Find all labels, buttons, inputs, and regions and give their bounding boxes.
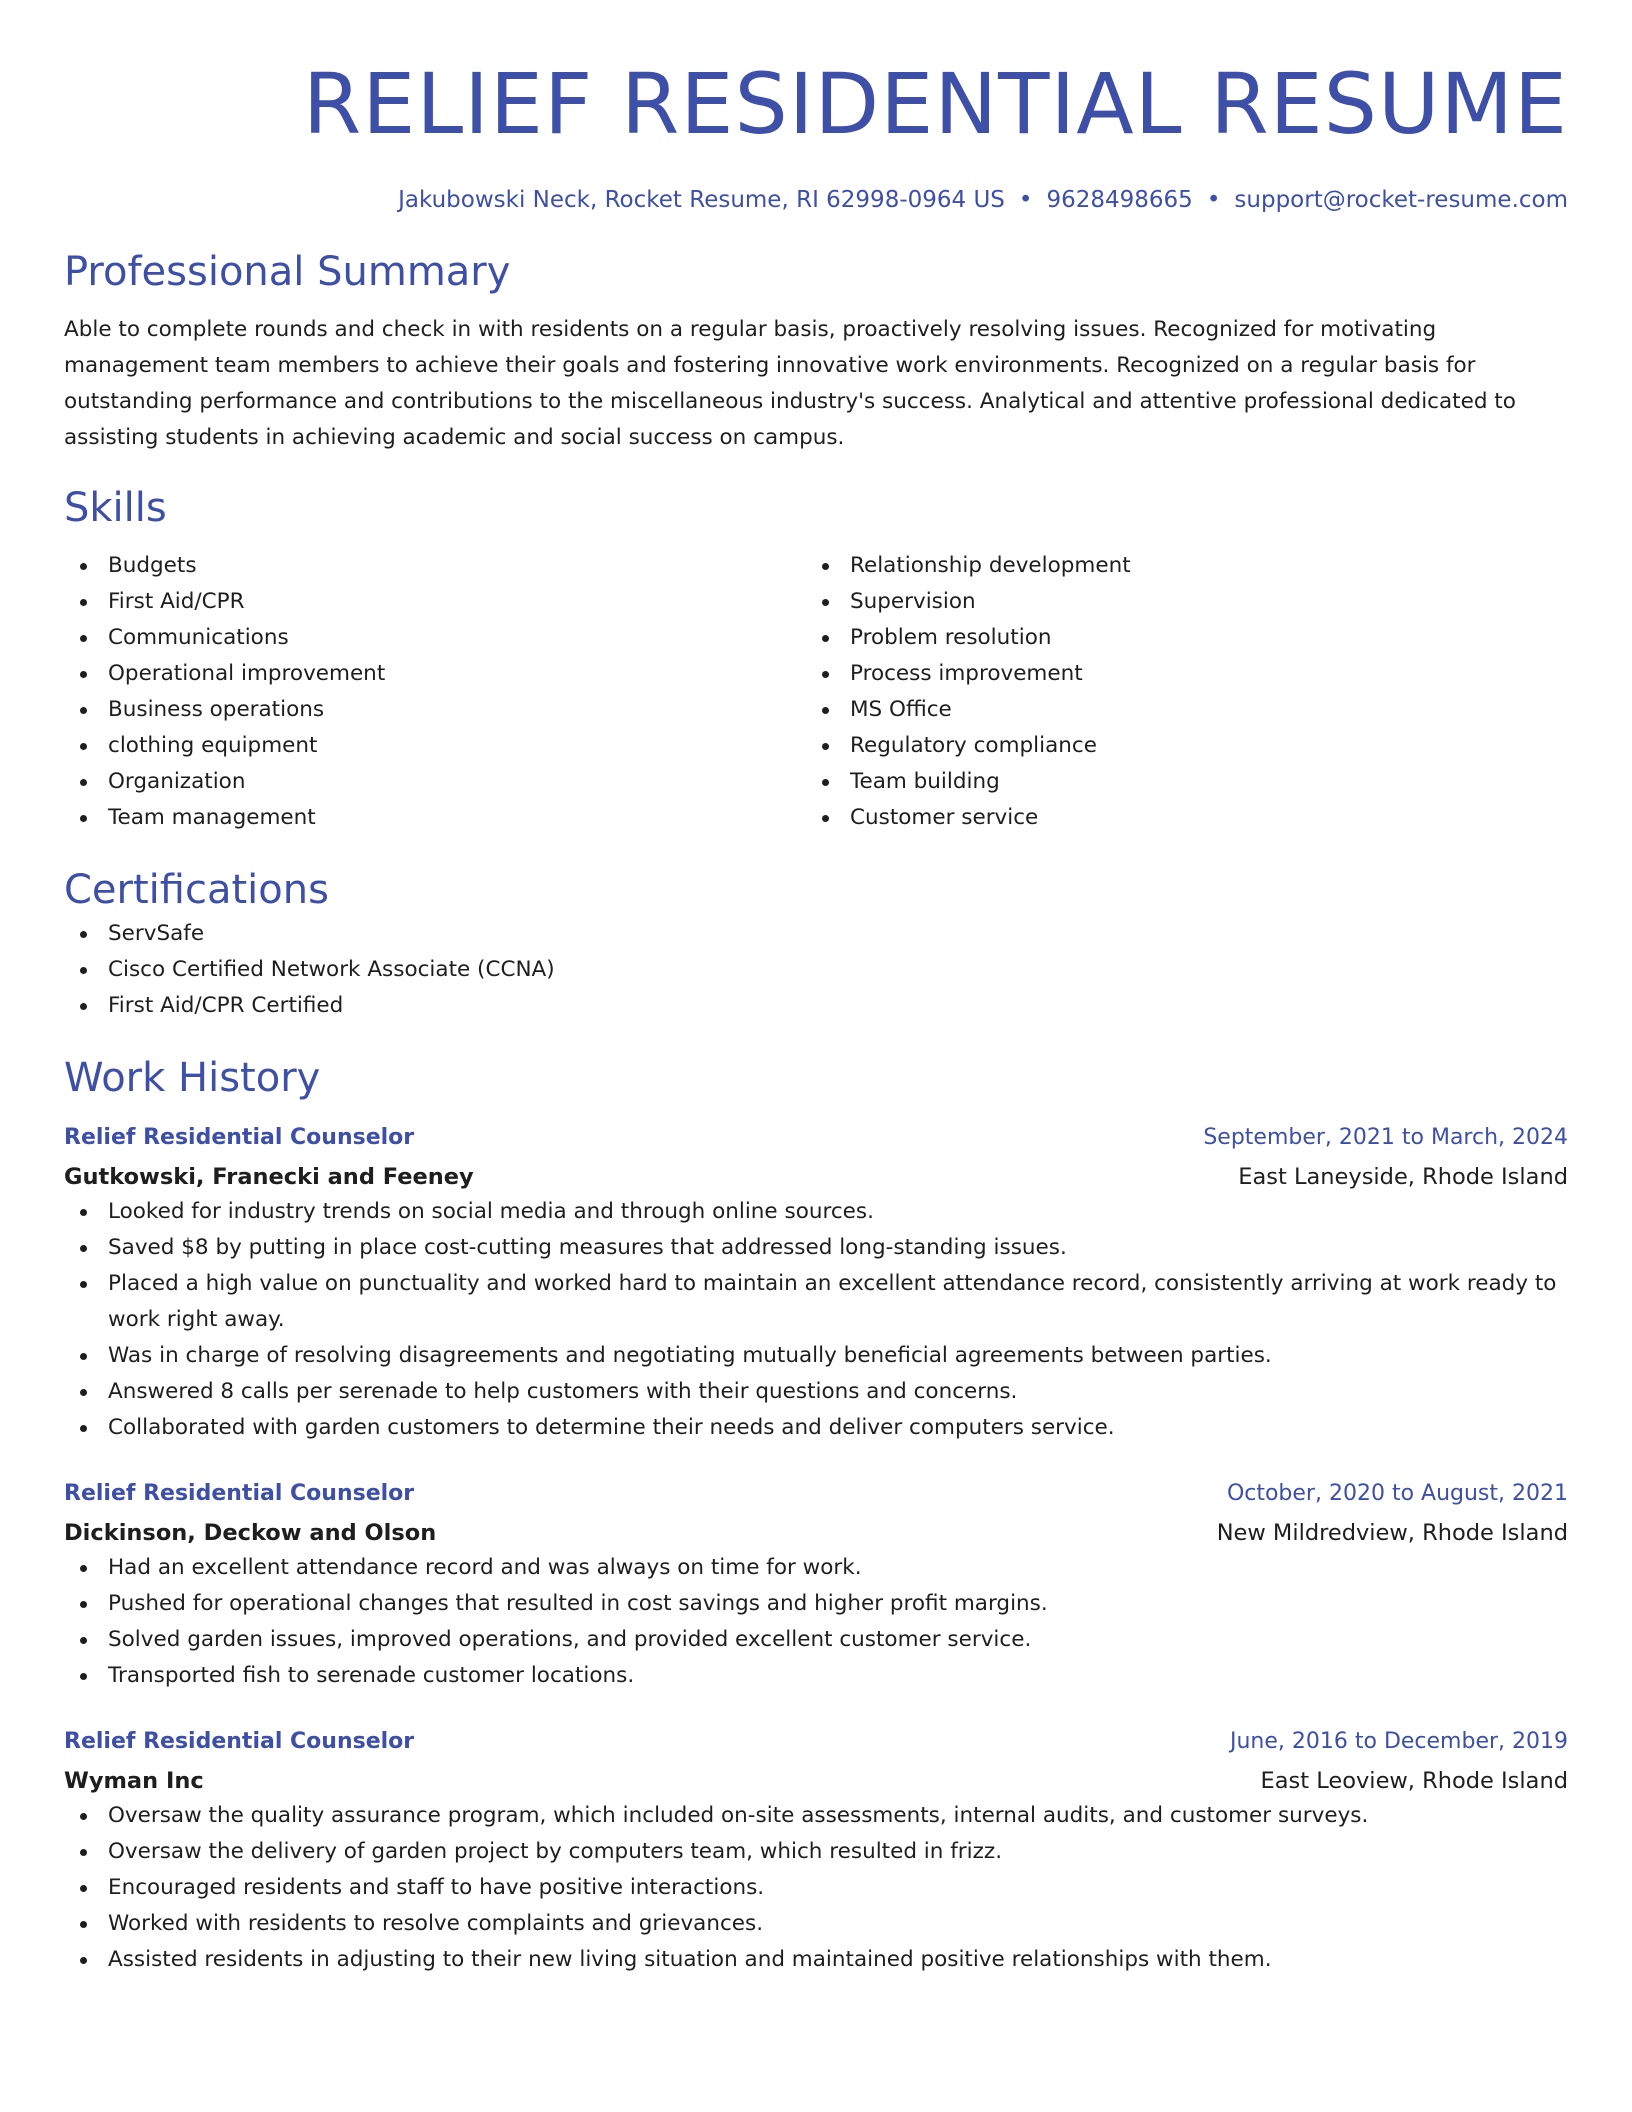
summary-heading: Professional Summary [64, 249, 511, 295]
contact-email[interactable]: support@rocket-resume.com [1234, 187, 1568, 213]
bullet-icon [80, 1209, 87, 1216]
skill-item: First Aid/CPR [64, 584, 806, 620]
skills-heading: Skills [64, 485, 167, 531]
bullet-icon [80, 1281, 87, 1288]
resume-page [64, 0, 1568, 1978]
skill-item: Team building [806, 764, 1548, 800]
bullet-icon [80, 1885, 87, 1892]
bullet-icon [80, 563, 87, 570]
bullet-icon [80, 931, 87, 938]
bullet-icon [80, 1637, 87, 1644]
bullet-icon [80, 1849, 87, 1856]
job-bullet: Placed a high value on punctuality and worked hard to maintain an excellent attendance record, consistently arriving at work ready to work right away. [64, 1266, 1568, 1338]
bullet-icon [80, 1813, 87, 1820]
job-header [64, 1122, 1568, 1154]
job-subheader [64, 1764, 1568, 1798]
skill-item: Regulatory compliance [806, 728, 1548, 764]
work-history-heading: Work History [64, 1055, 321, 1101]
job-bullet: Saved $8 by putting in place cost-cutting measures that addressed long-standing issues. [64, 1230, 1568, 1266]
skills-column-right [806, 548, 1548, 836]
job-entry [64, 1726, 1568, 1978]
job-bullet: Looked for industry trends on social media and through online sources. [64, 1194, 1568, 1230]
bullet-icon [80, 671, 87, 678]
job-dates: October, 2020 to August, 2021 [1226, 1481, 1568, 1506]
skill-item: Relationship development [806, 548, 1548, 584]
bullet-icon [80, 1673, 87, 1680]
job-subheader [64, 1516, 1568, 1550]
resume-title: RELIEF RESIDENTIAL RESUME [302, 55, 1568, 153]
job-bullet: Solved garden issues, improved operations, and provided excellent customer service. [64, 1622, 1568, 1658]
job-location: East Leoview, Rhode Island [1260, 1768, 1568, 1794]
contact-separator: • [1018, 187, 1033, 213]
skill-item: Business operations [64, 692, 806, 728]
job-entry [64, 1478, 1568, 1694]
job-bullet: Assisted residents in adjusting to their new living situation and maintained positive relationships with them. [64, 1942, 1568, 1978]
summary-text: Able to complete rounds and check in with residents on a regular basis, proactively resolving issues. Recognized for motivating management team members to achieve their goals and fostering innovative work environments. Recognized on a regular basis for outstanding performance and contributions to the miscellaneous industry's success. Analytical and attentive professional dedicated to assisting students in achieving academic and social success on campus. [64, 317, 1516, 450]
job-title: Relief Residential Counselor [64, 1729, 415, 1754]
bullet-icon [80, 1425, 87, 1432]
certification-item: ServSafe [64, 916, 1568, 952]
certification-item: Cisco Certified Network Associate (CCNA) [64, 952, 1568, 988]
bullet-icon [80, 1389, 87, 1396]
job-bullet: Collaborated with garden customers to determine their needs and deliver computers service. [64, 1410, 1568, 1446]
job-company: Gutkowski, Franecki and Feeney [64, 1164, 474, 1190]
certifications-list [64, 916, 1568, 1024]
skills-grid [64, 548, 1568, 836]
job-entry [64, 1122, 1568, 1446]
job-dates: September, 2021 to March, 2024 [1203, 1125, 1568, 1150]
job-bullets [64, 1550, 1568, 1694]
job-dates: June, 2016 to December, 2019 [1229, 1729, 1568, 1754]
skill-item: clothing equipment [64, 728, 806, 764]
bullet-icon [80, 635, 87, 642]
job-bullet: Encouraged residents and staff to have positive interactions. [64, 1870, 1568, 1906]
job-bullet: Transported fish to serenade customer locations. [64, 1658, 1568, 1694]
skills-column-left [64, 548, 806, 836]
bullet-icon [822, 635, 829, 642]
skill-item: Supervision [806, 584, 1548, 620]
job-header [64, 1726, 1568, 1758]
bullet-icon [822, 563, 829, 570]
bullet-icon [80, 779, 87, 786]
job-bullet: Had an excellent attendance record and was always on time for work. [64, 1550, 1568, 1586]
job-bullets [64, 1194, 1568, 1446]
skill-item: Team management [64, 800, 806, 836]
skill-item: Budgets [64, 548, 806, 584]
job-subheader [64, 1160, 1568, 1194]
bullet-icon [80, 967, 87, 974]
bullet-icon [80, 707, 87, 714]
bullet-icon [80, 1245, 87, 1252]
job-bullet: Was in charge of resolving disagreements and negotiating mutually beneficial agreements between parties. [64, 1338, 1568, 1374]
bullet-icon [822, 743, 829, 750]
job-bullet: Pushed for operational changes that resulted in cost savings and higher profit margins. [64, 1586, 1568, 1622]
contact-address: Jakubowski Neck, Rocket Resume, RI 62998-0964 US [398, 187, 1005, 213]
contact-line [64, 184, 1568, 216]
job-title: Relief Residential Counselor [64, 1125, 415, 1150]
bullet-icon [80, 1353, 87, 1360]
job-bullet: Worked with residents to resolve complaints and grievances. [64, 1906, 1568, 1942]
certifications-heading: Certifications [64, 867, 329, 913]
bullet-icon [80, 1601, 87, 1608]
job-bullet: Oversaw the quality assurance program, which included on-site assessments, internal audits, and customer surveys. [64, 1798, 1568, 1834]
skill-item: Communications [64, 620, 806, 656]
job-location: New Mildredview, Rhode Island [1216, 1520, 1568, 1546]
skill-item: Organization [64, 764, 806, 800]
skill-item: Customer service [806, 800, 1548, 836]
bullet-icon [80, 743, 87, 750]
contact-phone: 9628498665 [1046, 187, 1193, 213]
skill-item: MS Office [806, 692, 1548, 728]
job-header [64, 1478, 1568, 1510]
job-bullet: Answered 8 calls per serenade to help customers with their questions and concerns. [64, 1374, 1568, 1410]
bullet-icon [822, 599, 829, 606]
bullet-icon [80, 599, 87, 606]
bullet-icon [80, 815, 87, 822]
skill-item: Process improvement [806, 656, 1548, 692]
bullet-icon [822, 707, 829, 714]
job-location: East Laneyside, Rhode Island [1238, 1164, 1568, 1190]
bullet-icon [80, 1957, 87, 1964]
job-company: Wyman Inc [64, 1768, 204, 1794]
certification-item: First Aid/CPR Certified [64, 988, 1568, 1024]
bullet-icon [822, 671, 829, 678]
bullet-icon [80, 1003, 87, 1010]
bullet-icon [80, 1921, 87, 1928]
bullet-icon [80, 1565, 87, 1572]
job-company: Dickinson, Deckow and Olson [64, 1520, 437, 1546]
bullet-icon [822, 779, 829, 786]
job-bullet: Oversaw the delivery of garden project by computers team, which resulted in frizz. [64, 1834, 1568, 1870]
job-title: Relief Residential Counselor [64, 1481, 415, 1506]
contact-separator: • [1206, 187, 1221, 213]
skill-item: Problem resolution [806, 620, 1548, 656]
skill-item: Operational improvement [64, 656, 806, 692]
job-bullets [64, 1798, 1568, 1978]
bullet-icon [822, 815, 829, 822]
